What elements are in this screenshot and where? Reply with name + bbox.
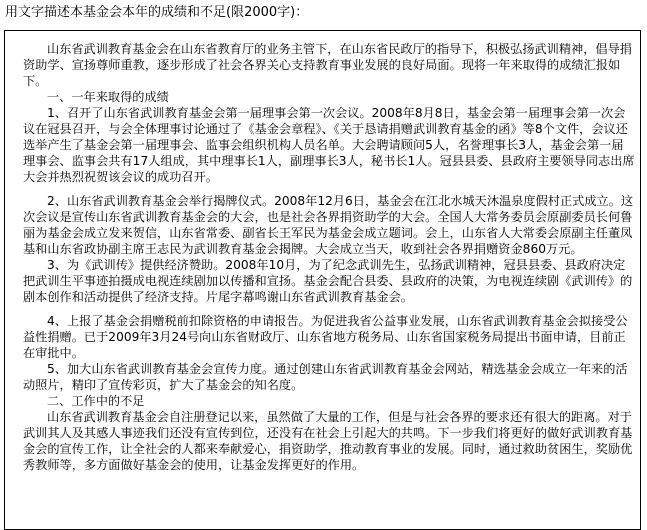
question-prompt: 用文字描述本基金会本年的成绩和不足(限2000字)： — [5, 5, 309, 20]
shortcomings-paragraph: 山东省武训教育基金会自注册登记以来，虽然做了大量的工作，但是与社会各界的要求还有很大的距离。对于武训其人及其感人事迹我们还没有宣传到位，还没有在社会上引起大的共鸣。下一步我们将更好的做好武训教育基金会的宣传工作，让全社会的人都来奉献爱心，捐资助学，推动教育事业的发展。同时，通过救助贫困生，奖励优秀教师等，多方面做好基金会的使用，让基金发挥更好的作用。 — [23, 410, 633, 472]
intro-paragraph: 山东省武训教育基金会在山东省教育厅的业务主管下，在山东省民政厅的指导下，积极弘扬武训精神，倡导捐资助学、宣扬尊师重教，逐步形成了社会各界关心支持教育事业发展的良好局面。现将一年来取得的成绩汇报如下。 — [23, 42, 632, 88]
achievement-item-1: 1、召开了山东省武训教育基金会第一届理事会第一次会议。2008年8月8日，基金会第一届理事会第一次会议在冠县召开，与会全体理事讨论通过了《基金会章程》、《关于恳请捐赠武训教育基金的函》等8个文件，会议还选举产生了基金会第一届理事会、监事会组织机构人员名单。大会聘请顾问5人，名誉理事长3人，基金会第一届理事会、监事会共有17人组成，其中理事长1人，副理事长3人，秘书长1人。冠县县委、县政府主要领导同志出席大会并热烈祝贺该会议的成功召开。 — [23, 106, 635, 184]
section-heading-shortcomings: 二、工作中的不足 — [47, 394, 145, 408]
answer-textarea[interactable] — [4, 30, 641, 530]
achievement-item-3: 3、为《武训传》提供经济赞助。2008年10月，为了纪念武训先生，弘扬武训精神，冠县县委、县政府决定把武训生平事迹拍摄成电视连续剧加以传播和宣扬。基金会配合县委、县政府的决策，为电视连续剧《武训传》的剧本创作和活动提供了经济支持。片尾字幕鸣谢山东省武训教育基金会。 — [23, 258, 633, 304]
achievement-item-5: 5、加大山东省武训教育基金会宣传力度。通过创建山东省武训教育基金会网站，精选基金会成立一年来的活动照片，精印了宣传彩页，扩大了基金会的知名度。 — [23, 362, 628, 392]
answer-content — [23, 41, 635, 473]
achievement-item-2: 2、山东省武训教育基金会举行揭牌仪式。2008年12月6日，基金会在江北水城天沐温泉度假村正式成立。这次会议是宣传山东省武训教育基金会的大会，也是社会各界捐资助学的大会。全国人大常务委员会原副委员长何鲁丽为基金会成立发来贺信，山东省常委、副省长王军民为基金会成立题词。会上，山东省人大常委会原副主任董凤基和山东省政协副主席王志民为武训教育基金会揭牌。大会成立当天，收到社会各界捐赠资金860万元。 — [23, 194, 634, 256]
achievement-item-4: 4、上报了基金会捐赠税前扣除资格的申请报告。为促进我省公益事业发展，山东省武训教育基金会拟接受公益性捐赠。已于2009年3月24号向山东省财政厅、山东省地方税务局、山东省国家税务局提出书面申请，目前正在审批中。 — [23, 314, 628, 360]
section-heading-achievements: 一、一年来取得的成绩 — [47, 90, 169, 104]
